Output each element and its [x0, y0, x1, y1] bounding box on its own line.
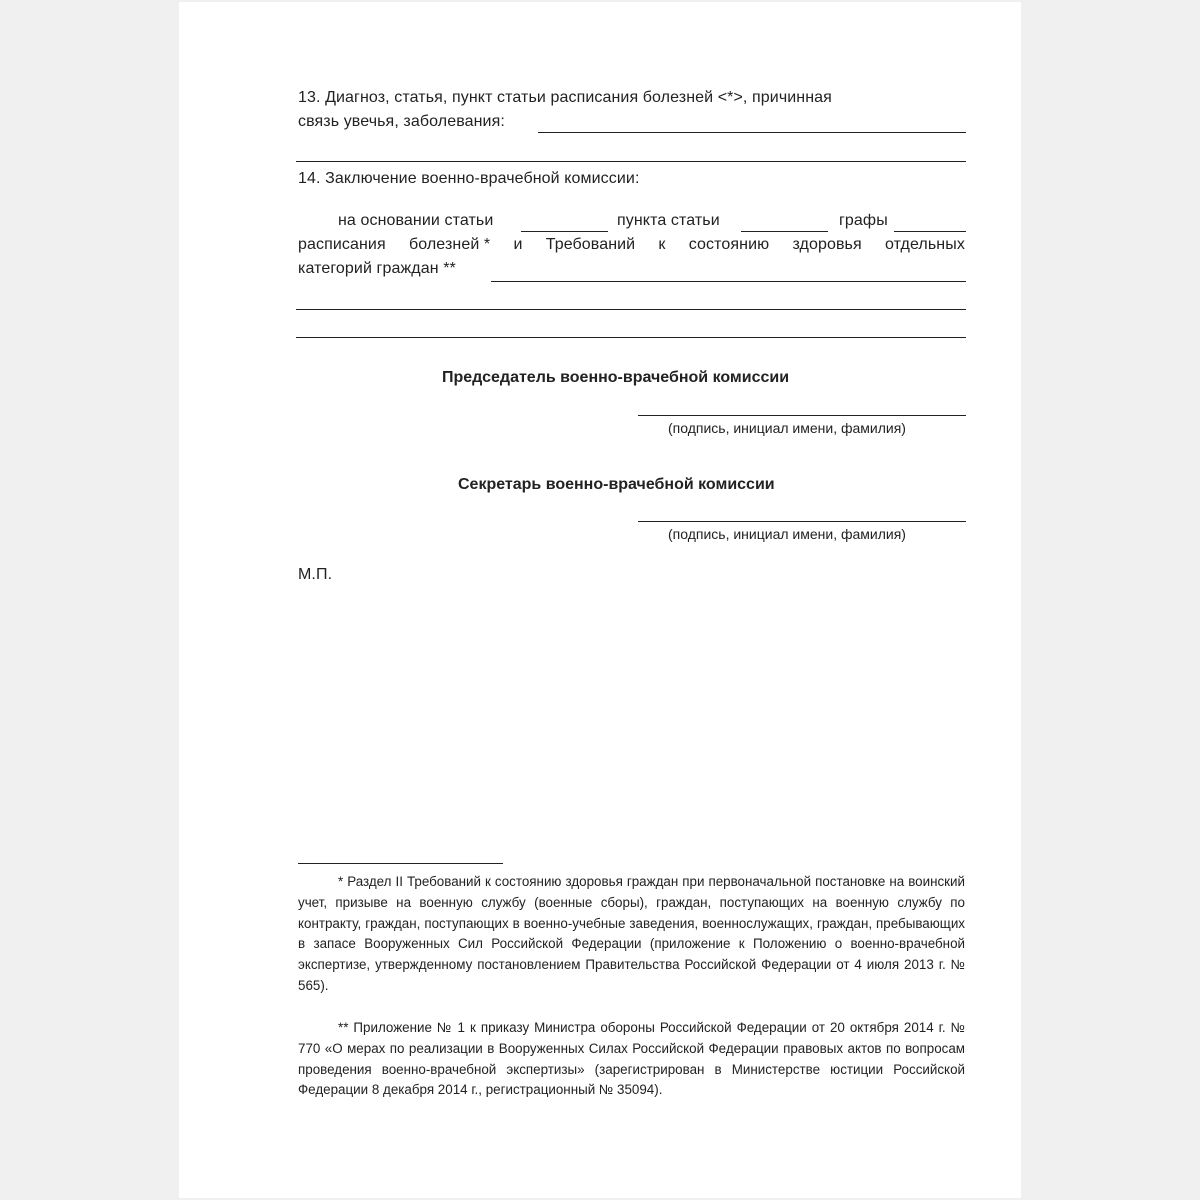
footnote-separator [298, 863, 503, 864]
chairman-title: Председатель военно-врачебной комиссии [442, 369, 790, 386]
row2-word: отдельных [884, 236, 965, 253]
secretary-signature-line[interactable] [638, 521, 966, 522]
item14-basis-point: пункта статьи [617, 212, 720, 229]
point-blank[interactable] [741, 231, 828, 232]
stamp-label: М.П. [298, 566, 333, 583]
secretary-caption: (подпись, инициал имени, фамилия) [668, 526, 906, 542]
row2-word: к [658, 236, 666, 253]
item14-row2 [298, 233, 965, 257]
chairman-caption: (подпись, инициал имени, фамилия) [668, 420, 906, 436]
column-blank[interactable] [894, 231, 966, 232]
conclusion-blank-3[interactable] [296, 337, 966, 338]
row2-word: Требований [545, 236, 636, 253]
item14-title: 14. Заключение военно-врачебной комиссии: [298, 170, 640, 187]
item13-line1: 13. Диагноз, статья, пункт статьи расписания болезней <*>, причинная [298, 89, 832, 106]
item13-line2: связь увечья, заболевания: [298, 113, 505, 130]
row2-word: расписания [298, 236, 386, 253]
footnote-1: * Раздел II Требований к состоянию здоровья граждан при первоначальной постановке на воинский учет, призыве на военную службу (военные сборы), граждан, поступающих на военную службу по контракту, граждан, поступающих в военно-учебные заведения, военнослужащих, граждан, пребывающих в запасе Вооруженных Сил Российской Федерации (приложение к Положению о военно-врачебной экспертизе, утвержденному постановлением Правительства Российской Федерации от 4 июля 2013 г. № 565). [298, 874, 965, 993]
item13-blank-line-2[interactable] [296, 161, 966, 162]
item14-basis-article: на основании статьи [338, 212, 494, 229]
conclusion-blank-1[interactable] [491, 281, 966, 282]
footnote-2: ** Приложение № 1 к приказу Министра обороны Российской Федерации от 20 октября 2014 г. № 770 «О мерах по реализации в Вооруженных Силах Российской Федерации правовых актов по вопросам проведения военно-врачебной экспертизы» (зарегистрирован в Министерстве юстиции Российской Федерации 8 декабря 2014 г., регистрационный № 35094). [298, 1020, 965, 1098]
item13-blank-line-1[interactable] [538, 132, 966, 133]
conclusion-blank-2[interactable] [296, 309, 966, 310]
article-blank[interactable] [521, 231, 608, 232]
document-page [179, 2, 1021, 1198]
row2-word: здоровья [792, 236, 862, 253]
item14-basis-column: графы [839, 212, 888, 229]
row2-word: болезней * [408, 236, 491, 253]
row2-word: состоянию [688, 236, 770, 253]
chairman-signature-line[interactable] [638, 415, 966, 416]
secretary-title: Секретарь военно-врачебной комиссии [458, 476, 775, 493]
row2-word: и [513, 236, 523, 253]
item14-row3: категорий граждан ** [298, 260, 456, 277]
